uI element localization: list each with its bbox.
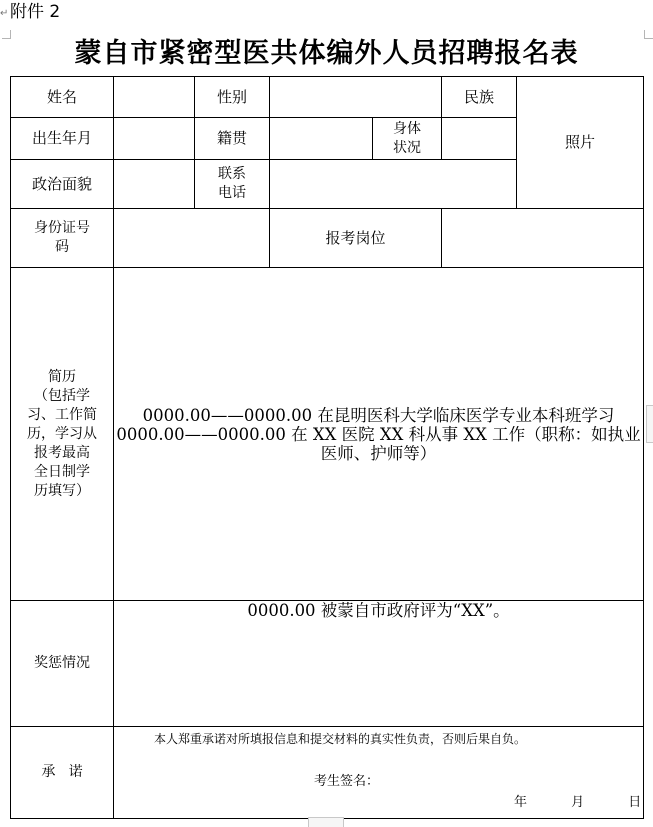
date-label: 年 月 日 [514,795,642,810]
native-place-value[interactable] [270,118,373,159]
id-field[interactable] [114,209,270,268]
gender-label: 性别 [195,77,270,118]
political-label: 政治面貌 [11,160,114,209]
promise-statement: 本人郑重承诺对所填报信息和提交材料的真实性负责，否则后果自负。 [154,732,527,746]
id-label: 身份证号 码 [11,209,114,268]
margin-mark-icon [644,30,653,39]
birth-field[interactable] [114,118,195,160]
phone-label: 联系 电话 [195,160,270,209]
ethnicity-label: 民族 [442,77,517,118]
scroll-tab-bottom[interactable] [308,817,344,827]
resume-label: 简历 （包括学 习、工作简 历，学习从 报考最高 全日制学 历填写） [11,268,114,601]
name-field[interactable] [114,77,195,118]
health-label: 身体 状况 [393,120,422,156]
health-field[interactable] [442,118,517,160]
name-label: 姓名 [11,77,114,118]
gender-field[interactable] [270,77,442,118]
awards-content[interactable]: 0000.00 被蒙自市政府评为“XX”。 [114,601,644,727]
native-place-field[interactable] [270,118,442,160]
birth-label: 出生年月 [11,118,114,160]
page-title: 蒙自市紧密型医共体编外人员招聘报名表 [74,38,579,69]
registration-form-table [10,76,644,819]
awards-label: 奖惩情况 [11,601,114,727]
promise-content [114,727,644,819]
native-place-label: 籍贯 [195,118,270,160]
position-field[interactable] [442,209,644,268]
promise-label: 承 诺 [11,727,114,819]
resume-content[interactable]: 0000.00——0000.00 在昆明医科大学临床医学专业本科班学习 0000.00——0000.00 在 XX 医院 XX 科从事 XX 工作（职称：如执业医师、护师等） [114,268,644,601]
scroll-tab-right[interactable] [646,405,653,443]
signature-label: 考生签名： [314,774,380,789]
photo-box[interactable]: 照片 [517,77,644,209]
attachment-label: 附件 2 [10,2,61,22]
position-label: 报考岗位 [270,209,442,268]
phone-field[interactable] [270,160,517,209]
political-field[interactable] [114,160,195,209]
paragraph-mark-icon: ↵ [0,8,9,19]
